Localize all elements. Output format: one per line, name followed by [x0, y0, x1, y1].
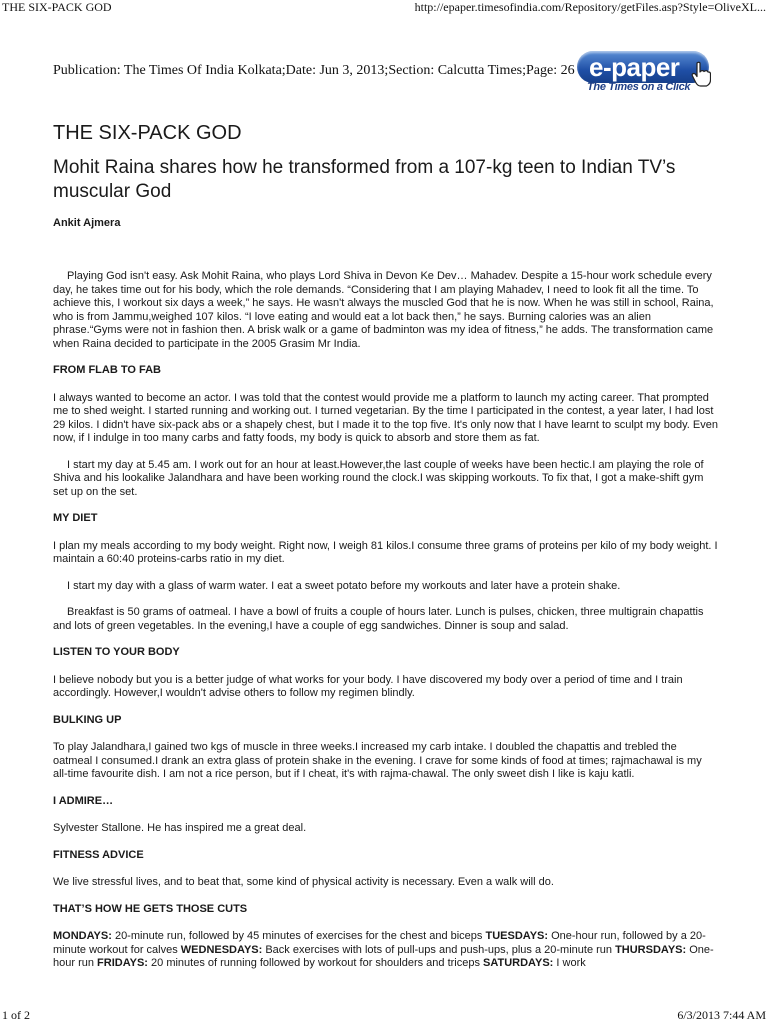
section-heading-fitness-advice: FITNESS ADVICE — [53, 848, 144, 861]
article-byline: Ankit Ajmera — [53, 217, 121, 229]
paragraph: I start my day at 5.45 am. I work out for an hour at least.However,the last couple of weeks have been hectic.I am playing the role of Shiva and his lookalike Jalandhara and have been working round the clock.I was skipping workouts. To fix that, I got a make-shift gym set up on the set. — [53, 458, 704, 498]
section-heading-my-diet: MY DIET — [53, 512, 98, 524]
section-heading-flab-to-fab: FROM FLAB TO FAB — [53, 364, 161, 376]
day-label-monday: MONDAYS: — [53, 930, 112, 942]
print-footer — [0, 1006, 768, 1024]
paragraph: We live stressful lives, and to beat that, some kind of physical activity is necessary. Even a walk will do. — [53, 876, 554, 888]
print-footer-datetime: 6/3/2013 7:44 AM — [677, 1008, 766, 1022]
section-heading-bulking-up: BULKING UP — [53, 713, 122, 726]
print-footer-page: 1 of 2 — [2, 1008, 30, 1022]
day-text-saturday: I work — [553, 957, 586, 969]
article-intro: Playing God isn't easy. Ask Mohit Raina, who plays Lord Shiva in Devon Ke Dev… Mahadev. Despite a 15-hour work schedule every day, he takes time out for his body, which the role demands. “Considering that I am playing Mahadev, I need to look fit all the time. To achieve this, I workout six days a week,” he says. He wasn't always the muscled God that he is now. When he was still in school, Raina, who is from Jammu,weighed 107 kilos. “I love eating and would eat a lot back then,” he says. Burning calories was an alien phrase.“Gyms were not in fashion then. A brisk walk or a game of badminton was my idea of fitness,” he adds. The transformation came when Raina decided to participate in the 2005 Grasim Mr India. — [53, 270, 714, 350]
day-text-wednesday: Back exercises with lots of pull-ups and push-ups, plus a 20-minute run — [262, 943, 616, 956]
hand-cursor-icon — [691, 61, 711, 87]
article-body — [53, 270, 718, 984]
day-text-tuesday: One-hour run, followed by a 20-minute workout for calves — [53, 930, 706, 956]
section-heading-i-admire: I ADMIRE… — [53, 794, 114, 807]
print-header — [0, 0, 768, 16]
epaper-logo — [577, 47, 717, 99]
day-label-wednesday: WEDNESDAYS: — [180, 943, 263, 956]
workout-schedule — [53, 930, 718, 971]
paragraph: Breakfast is 50 grams of oatmeal. I have a bowl of fruits a couple of hours later. Lunch is pulses, chicken, three multigrain chapattis and lots of green vegetables. In the evening,I have a couple of egg sandwiches. Dinner is soup and salad. — [53, 606, 704, 632]
paragraph: I start my day with a glass of warm water. I eat a sweet potato before my workouts and later have a protein shake. — [67, 579, 621, 592]
section-heading-cuts: THAT’S HOW HE GETS THOSE CUTS — [53, 902, 248, 915]
day-label-thursday: THURSDAYS: — [615, 943, 687, 956]
epaper-logo-badge — [577, 51, 709, 83]
print-header-url[interactable]: http://epaper.timesofindia.com/Repository/getFiles.asp?Style=OliveXL... — [414, 0, 766, 14]
day-label-friday: FRIDAYS: — [97, 957, 148, 969]
publication-line: Publication: The Times Of India Kolkata;Date: Jun 3, 2013;Section: Calcutta Times;Page: 26 — [53, 63, 575, 78]
day-label-tuesday: TUESDAYS: — [485, 930, 549, 942]
paragraph: Sylvester Stallone. He has inspired me a great deal. — [53, 822, 307, 834]
article-subtitle: Mohit Raina shares how he transformed from a 107-kg teen to Indian TV’s muscular God — [53, 157, 676, 202]
section-heading-listen-to-your-body: LISTEN TO YOUR BODY — [53, 646, 180, 658]
paragraph: I plan my meals according to my body weight. Right now, I weigh 81 kilos.I consume three grams of proteins per kilo of my body weight. I maintain a 60:40 proteins-carbs ratio in my diet. — [53, 539, 718, 565]
article-title: THE SIX-PACK GOD — [53, 122, 242, 144]
day-label-saturday: SATURDAYS: — [483, 957, 554, 969]
day-text-monday: 20-minute run, followed by 45 minutes of exercises for the chest and biceps — [111, 930, 486, 942]
epaper-logo-text: e-paper — [589, 52, 680, 82]
print-header-title: THE SIX-PACK GOD — [2, 0, 112, 14]
paragraph: To play Jalandhara,I gained two kgs of muscle in three weeks.I increased my carb intake. I doubled the chapattis and trebled the oatmeal I consumed.I drank an extra glass of protein shake in the evening. I crave for some kinds of food at times; rajmachawal is my all-time favourite dish. I am not a rice person, but if I cheat, it's with rajma-chawal. The only sweet dish I like is kaju katli. — [53, 741, 702, 780]
day-text-friday: 20 minutes of running followed by workout for shoulders and triceps — [147, 957, 484, 969]
day-text-thursday: One-hour run — [53, 943, 714, 969]
paragraph: I believe nobody but you is a better judge of what works for your body. I have discovered my body over a period of time and I train accordingly. However,I wouldn't advise others to follow my regimen blindly. — [53, 673, 683, 699]
paragraph: I always wanted to become an actor. I was told that the contest would provide me a platform to launch my acting career. That prompted me to shed weight. I started running and working out. I turned vegetarian. By the time I participated in the contest, a year later, I had lost 29 kilos. I didn't have six-pack abs or a shapely chest, but I made it to the top five. It's only now that I have learnt to sculpt my body. Even now, if I indulge in too many carbs and fatty foods, my body is quick to absorb and store them as fat. — [53, 391, 718, 444]
epaper-logo-tagline: The Times on a Click — [587, 81, 691, 93]
